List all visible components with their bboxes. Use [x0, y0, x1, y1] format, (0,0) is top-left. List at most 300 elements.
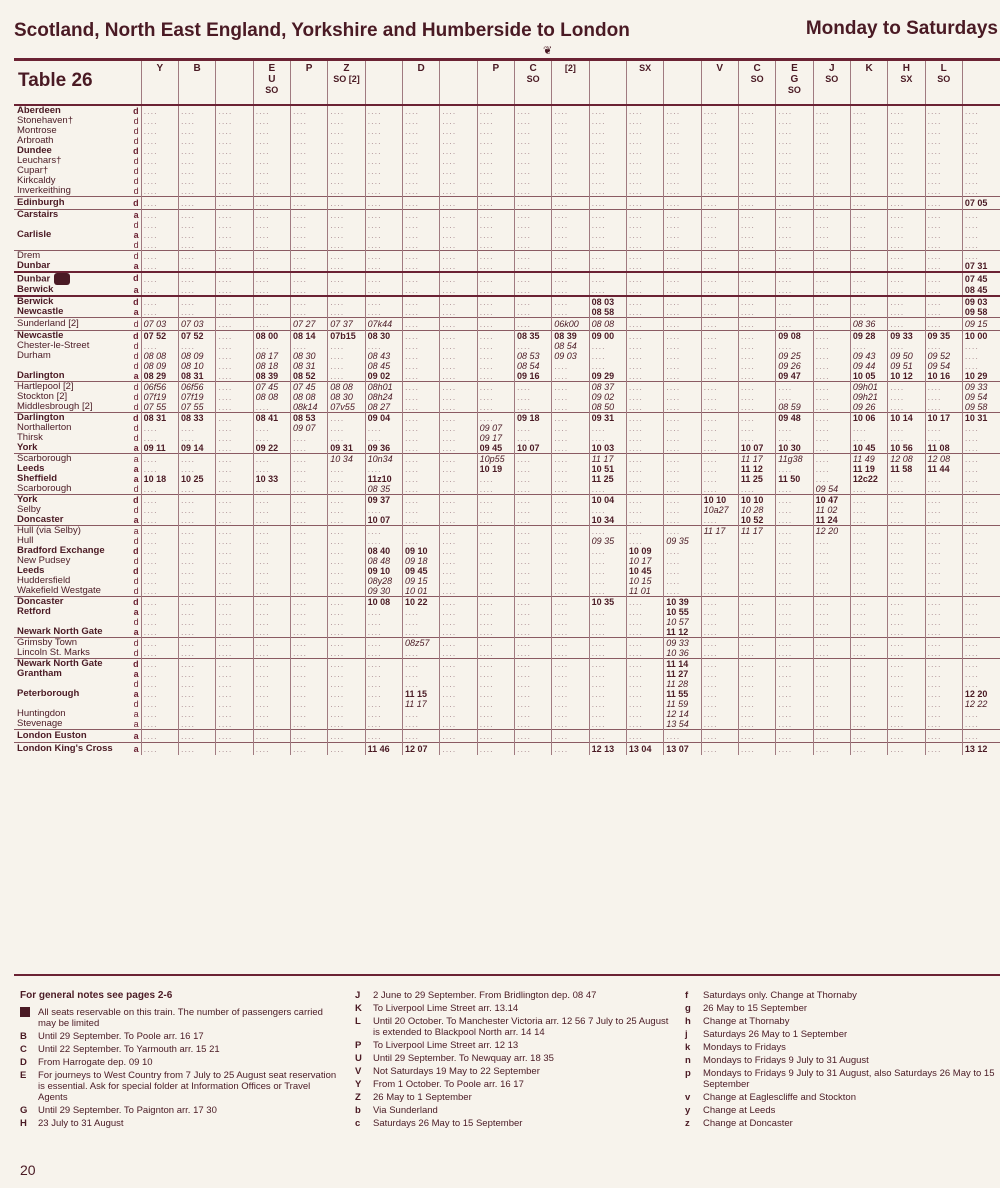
station-name	[14, 296, 141, 307]
time-cell: 09 10	[365, 566, 402, 576]
time-cell: ....	[925, 197, 962, 210]
time-cell: ....	[440, 220, 477, 230]
time-cell: ....	[253, 689, 290, 699]
time-cell: ....	[328, 709, 365, 719]
time-cell: 09 18	[402, 556, 439, 566]
time-cell: 09 58	[962, 307, 1000, 318]
time-cell: ....	[626, 689, 663, 699]
time-cell: 09 36	[365, 443, 402, 454]
time-cell: ....	[888, 166, 925, 176]
time-cell: ....	[365, 156, 402, 166]
time-cell: ....	[850, 515, 887, 526]
station-name	[14, 126, 141, 136]
time-cell: 11 17	[738, 526, 775, 537]
time-cell: ....	[477, 285, 514, 296]
time-cell: 07 45	[290, 382, 327, 393]
time-cell: ....	[701, 371, 738, 382]
time-cell: 08 30	[365, 331, 402, 342]
time-cell: ....	[701, 146, 738, 156]
time-cell: ....	[328, 296, 365, 307]
footnote-key: n	[685, 1055, 691, 1066]
footnote-text: Mondays to Fridays 9 July to 31 August, also Saturdays 26 May to 15 September	[703, 1068, 995, 1090]
time-cell: ....	[253, 743, 290, 756]
time-cell: ....	[514, 454, 551, 465]
time-cell: ....	[328, 156, 365, 166]
time-cell: ....	[477, 556, 514, 566]
station-name	[14, 331, 141, 342]
time-cell: ....	[514, 423, 551, 433]
station-label: Bradford Exchange	[17, 546, 105, 556]
time-cell: ....	[925, 576, 962, 586]
time-cell: ....	[514, 166, 551, 176]
time-cell: ....	[589, 627, 626, 638]
arr-dep-marker: a	[133, 210, 139, 220]
table-row	[14, 627, 1000, 638]
time-cell: ....	[776, 515, 813, 526]
time-cell: ....	[813, 186, 850, 197]
time-cell: ....	[925, 240, 962, 251]
table-row	[14, 413, 1000, 424]
time-cell: ....	[738, 576, 775, 586]
time-cell: ....	[440, 351, 477, 361]
time-cell: ....	[850, 689, 887, 699]
time-cell: ....	[440, 166, 477, 176]
station-label: Sheffield	[17, 474, 58, 484]
station-name	[14, 272, 141, 285]
time-cell: ....	[962, 679, 1000, 689]
time-cell: ....	[178, 699, 215, 709]
time-cell: 09 54	[962, 392, 1000, 402]
time-cell: ....	[440, 546, 477, 556]
time-cell: ....	[440, 341, 477, 351]
time-cell: ....	[664, 730, 701, 743]
time-cell: ....	[552, 126, 589, 136]
footnote-item	[355, 1079, 675, 1090]
station-name	[14, 566, 141, 576]
station-name	[14, 659, 141, 670]
time-cell: ....	[477, 402, 514, 413]
time-cell: ....	[477, 709, 514, 719]
time-cell: 09 35	[589, 536, 626, 546]
table-row	[14, 433, 1000, 443]
table-row	[14, 240, 1000, 251]
time-cell: ....	[477, 318, 514, 331]
time-cell: ....	[552, 669, 589, 679]
time-cell: ....	[216, 220, 253, 230]
station-label: Retford	[17, 607, 51, 617]
time-cell: ....	[776, 126, 813, 136]
arr-dep-marker: a	[133, 526, 139, 536]
footnote-item	[20, 1070, 340, 1103]
time-cell: ....	[328, 607, 365, 617]
time-cell: ....	[776, 648, 813, 659]
time-cell: ....	[514, 607, 551, 617]
time-cell: ....	[850, 341, 887, 351]
time-cell: 08 35	[365, 484, 402, 495]
time-cell: ....	[402, 136, 439, 146]
time-cell: ....	[141, 261, 178, 272]
time-cell: ....	[589, 220, 626, 230]
station-label: Carstairs	[17, 209, 59, 220]
station-label: Doncaster	[17, 515, 64, 525]
time-cell: ....	[253, 402, 290, 413]
time-cell: ....	[776, 318, 813, 331]
time-cell: ....	[178, 166, 215, 176]
time-cell: ....	[365, 689, 402, 699]
time-cell: ....	[290, 186, 327, 197]
time-cell: ....	[402, 146, 439, 156]
time-cell: ....	[813, 126, 850, 136]
time-cell: ....	[328, 743, 365, 756]
time-cell: ....	[216, 699, 253, 709]
time-cell: ....	[664, 240, 701, 251]
time-cell: ....	[514, 220, 551, 230]
station-name	[14, 210, 141, 221]
time-cell: ....	[514, 638, 551, 649]
time-cell: ....	[477, 136, 514, 146]
time-cell: ....	[850, 296, 887, 307]
time-cell: ....	[290, 210, 327, 221]
time-cell: ....	[626, 210, 663, 221]
time-cell: ....	[216, 709, 253, 719]
time-cell: ....	[514, 536, 551, 546]
time-cell: ....	[589, 341, 626, 351]
time-cell: ....	[589, 351, 626, 361]
time-cell: ....	[626, 392, 663, 402]
time-cell: ....	[440, 689, 477, 699]
time-cell: ....	[962, 423, 1000, 433]
time-cell: ....	[626, 597, 663, 608]
time-cell: 08 18	[253, 361, 290, 371]
time-cell: ....	[850, 597, 887, 608]
station-label: Arbroath	[17, 136, 54, 146]
time-cell: ....	[738, 176, 775, 186]
time-cell: 11 46	[365, 743, 402, 756]
time-cell: ....	[701, 156, 738, 166]
time-cell: ....	[813, 607, 850, 617]
time-cell: ....	[738, 116, 775, 126]
station-name	[14, 371, 141, 382]
time-cell: 13 54	[664, 719, 701, 730]
time-cell: ....	[776, 136, 813, 146]
arr-dep-marker: d	[133, 423, 139, 433]
time-cell: ....	[178, 659, 215, 670]
time-cell: 10 25	[178, 474, 215, 484]
time-cell: ....	[925, 536, 962, 546]
time-cell: ....	[813, 105, 850, 116]
time-cell: ....	[253, 261, 290, 272]
station-name	[14, 382, 141, 393]
arr-dep-marker: a	[133, 607, 139, 617]
time-cell: ....	[514, 433, 551, 443]
time-cell: ....	[290, 197, 327, 210]
time-cell: ....	[402, 318, 439, 331]
station-name	[14, 261, 141, 272]
time-cell: ....	[216, 331, 253, 342]
footnote-key: c	[355, 1118, 361, 1129]
time-cell: ....	[178, 220, 215, 230]
time-cell: 10 01	[402, 586, 439, 597]
time-cell: ....	[776, 382, 813, 393]
footnote-item	[685, 1105, 995, 1116]
column-code: V	[716, 63, 724, 74]
column-header	[178, 61, 215, 105]
time-cell: ....	[141, 136, 178, 146]
station-name	[14, 240, 141, 251]
time-cell: 09 04	[365, 413, 402, 424]
footnote-key: Z	[355, 1092, 361, 1103]
time-cell: ....	[813, 586, 850, 597]
time-cell: ....	[440, 261, 477, 272]
arr-dep-marker: d	[133, 586, 139, 596]
station-label: Leeds	[17, 464, 45, 474]
footnote-key: B	[20, 1031, 27, 1042]
time-cell: ....	[477, 105, 514, 116]
arr-dep-marker: d	[133, 556, 139, 566]
time-cell: 08 14	[290, 331, 327, 342]
time-cell: ....	[626, 515, 663, 526]
time-cell: ....	[328, 230, 365, 240]
column-header	[813, 61, 850, 105]
time-cell: ....	[925, 648, 962, 659]
time-cell: ....	[328, 240, 365, 251]
time-cell: ....	[216, 566, 253, 576]
time-cell: 08 03	[589, 296, 626, 307]
time-cell: ....	[888, 669, 925, 679]
time-cell: ....	[552, 484, 589, 495]
time-cell: 09 25	[776, 351, 813, 361]
time-cell: ....	[440, 413, 477, 424]
time-cell: ....	[626, 464, 663, 474]
time-cell: ....	[925, 679, 962, 689]
time-cell: ....	[440, 495, 477, 506]
time-cell: ....	[141, 679, 178, 689]
time-cell: ....	[216, 351, 253, 361]
time-cell: ....	[328, 526, 365, 537]
footnote-item	[355, 1066, 675, 1077]
time-cell: ....	[813, 669, 850, 679]
time-cell: 09 02	[589, 392, 626, 402]
time-cell: 11 17	[402, 699, 439, 709]
time-cell: ....	[178, 679, 215, 689]
arr-dep-marker: a	[133, 285, 139, 295]
time-cell: ....	[552, 627, 589, 638]
time-cell: ....	[141, 515, 178, 526]
time-cell: 09 26	[776, 361, 813, 371]
time-cell: ....	[776, 272, 813, 285]
time-cell: ....	[888, 536, 925, 546]
time-cell: ....	[850, 495, 887, 506]
time-cell: ....	[626, 679, 663, 689]
time-cell: ....	[962, 648, 1000, 659]
time-cell: ....	[776, 285, 813, 296]
time-cell: ....	[626, 413, 663, 424]
time-cell: ....	[701, 536, 738, 546]
time-cell: ....	[552, 709, 589, 719]
time-cell: ....	[850, 638, 887, 649]
time-cell: ....	[626, 251, 663, 262]
station-name	[14, 484, 141, 495]
table-row	[14, 515, 1000, 526]
time-cell: ....	[664, 146, 701, 156]
time-cell: ....	[402, 669, 439, 679]
station-label: Selby	[17, 505, 41, 515]
time-cell: ....	[776, 166, 813, 176]
time-cell: ....	[776, 526, 813, 537]
time-cell: ....	[552, 261, 589, 272]
time-cell: ....	[589, 230, 626, 240]
time-cell: ....	[626, 659, 663, 670]
footnote-key: L	[355, 1016, 361, 1027]
footnote-item	[355, 1118, 675, 1129]
time-cell: ....	[440, 318, 477, 331]
time-cell: ....	[850, 210, 887, 221]
time-cell: 07b15	[328, 331, 365, 342]
time-cell: ....	[626, 402, 663, 413]
time-cell: 09 31	[328, 443, 365, 454]
time-cell: 08 54	[514, 361, 551, 371]
time-cell: ....	[552, 413, 589, 424]
time-cell: ....	[365, 197, 402, 210]
time-cell: ....	[552, 220, 589, 230]
time-cell: ....	[850, 648, 887, 659]
time-cell: ....	[552, 659, 589, 670]
time-cell: ....	[365, 186, 402, 197]
station-name	[14, 495, 141, 506]
time-cell: ....	[477, 474, 514, 484]
footnote-item	[685, 1068, 995, 1090]
table-row	[14, 341, 1000, 351]
time-cell: ....	[701, 617, 738, 627]
time-cell: ....	[440, 597, 477, 608]
time-cell: ....	[589, 566, 626, 576]
time-cell: ....	[253, 251, 290, 262]
time-cell: 10 56	[888, 443, 925, 454]
time-cell: ....	[813, 413, 850, 424]
time-cell: ....	[776, 679, 813, 689]
time-cell: 08 08	[589, 318, 626, 331]
station-label: Cupar†	[17, 166, 49, 176]
time-cell: ....	[738, 597, 775, 608]
table-row	[14, 709, 1000, 719]
time-cell: ....	[477, 617, 514, 627]
table-row	[14, 669, 1000, 679]
time-cell: ....	[402, 719, 439, 730]
arr-dep-marker: d	[133, 198, 139, 208]
table-row	[14, 607, 1000, 617]
time-cell: ....	[290, 307, 327, 318]
time-cell: 12 08	[925, 454, 962, 465]
table-row	[14, 136, 1000, 146]
time-cell: 11g38	[776, 454, 813, 465]
time-cell: ....	[589, 272, 626, 285]
column-days: SO	[265, 85, 279, 95]
time-cell: ....	[216, 505, 253, 515]
time-cell: ....	[514, 105, 551, 116]
time-cell: ....	[216, 402, 253, 413]
time-cell: ....	[850, 176, 887, 186]
footnote-text: Until 29 September. To Newquay arr. 18 35	[373, 1053, 554, 1064]
arr-dep-marker: d	[133, 402, 139, 412]
station-label: Darlington	[17, 412, 65, 423]
time-cell: ....	[962, 627, 1000, 638]
time-cell: ....	[776, 743, 813, 756]
time-cell: ....	[253, 230, 290, 240]
time-cell: ....	[776, 116, 813, 126]
footnote-text: 2 June to 29 September. From Bridlington dep. 08 47	[373, 990, 597, 1001]
time-cell: ....	[514, 116, 551, 126]
time-cell: ....	[738, 392, 775, 402]
time-cell: ....	[216, 484, 253, 495]
time-cell: ....	[477, 699, 514, 709]
arr-dep-marker: a	[133, 230, 139, 240]
time-cell: ....	[626, 176, 663, 186]
time-cell: 06k00	[552, 318, 589, 331]
time-cell: ....	[328, 105, 365, 116]
time-cell: ....	[888, 272, 925, 285]
time-cell: ....	[701, 443, 738, 454]
time-cell: ....	[178, 597, 215, 608]
time-cell: ....	[141, 699, 178, 709]
time-cell: ....	[925, 689, 962, 699]
time-cell: ....	[440, 423, 477, 433]
time-cell: 08 59	[776, 402, 813, 413]
time-cell: ....	[178, 186, 215, 197]
table-row	[14, 230, 1000, 240]
time-cell: 09 50	[888, 351, 925, 361]
time-cell: 09 07	[290, 423, 327, 433]
time-cell: ....	[290, 146, 327, 156]
time-cell: ....	[141, 546, 178, 556]
time-cell: 09 00	[589, 331, 626, 342]
time-cell: ....	[738, 261, 775, 272]
time-cell: ....	[664, 307, 701, 318]
footnote-key: b	[355, 1105, 361, 1116]
time-cell: ....	[776, 220, 813, 230]
time-cell: ....	[216, 296, 253, 307]
time-cell: ....	[888, 240, 925, 251]
time-cell: ....	[328, 536, 365, 546]
time-cell: ....	[402, 371, 439, 382]
time-cell: ....	[589, 659, 626, 670]
time-cell: ....	[813, 433, 850, 443]
time-cell: ....	[290, 536, 327, 546]
time-cell: ....	[813, 689, 850, 699]
arr-dep-marker: d	[133, 413, 139, 423]
time-cell: ....	[626, 116, 663, 126]
time-cell: ....	[477, 586, 514, 597]
time-cell: ....	[701, 743, 738, 756]
time-cell: ....	[402, 423, 439, 433]
footnote-item	[685, 1003, 995, 1014]
time-cell: ....	[290, 261, 327, 272]
time-cell: 11 25	[589, 474, 626, 484]
column-code: C	[529, 63, 537, 74]
time-cell: ....	[328, 146, 365, 156]
time-cell: ....	[253, 648, 290, 659]
time-cell: ....	[888, 709, 925, 719]
table-row	[14, 454, 1000, 465]
time-cell: ....	[477, 382, 514, 393]
time-cell: ....	[290, 105, 327, 116]
time-cell: ....	[925, 617, 962, 627]
table-row	[14, 546, 1000, 556]
time-cell: ....	[328, 413, 365, 424]
time-cell: ....	[178, 515, 215, 526]
footnote-item	[355, 1040, 675, 1051]
column-header	[888, 61, 925, 105]
time-cell: 12 08	[888, 454, 925, 465]
